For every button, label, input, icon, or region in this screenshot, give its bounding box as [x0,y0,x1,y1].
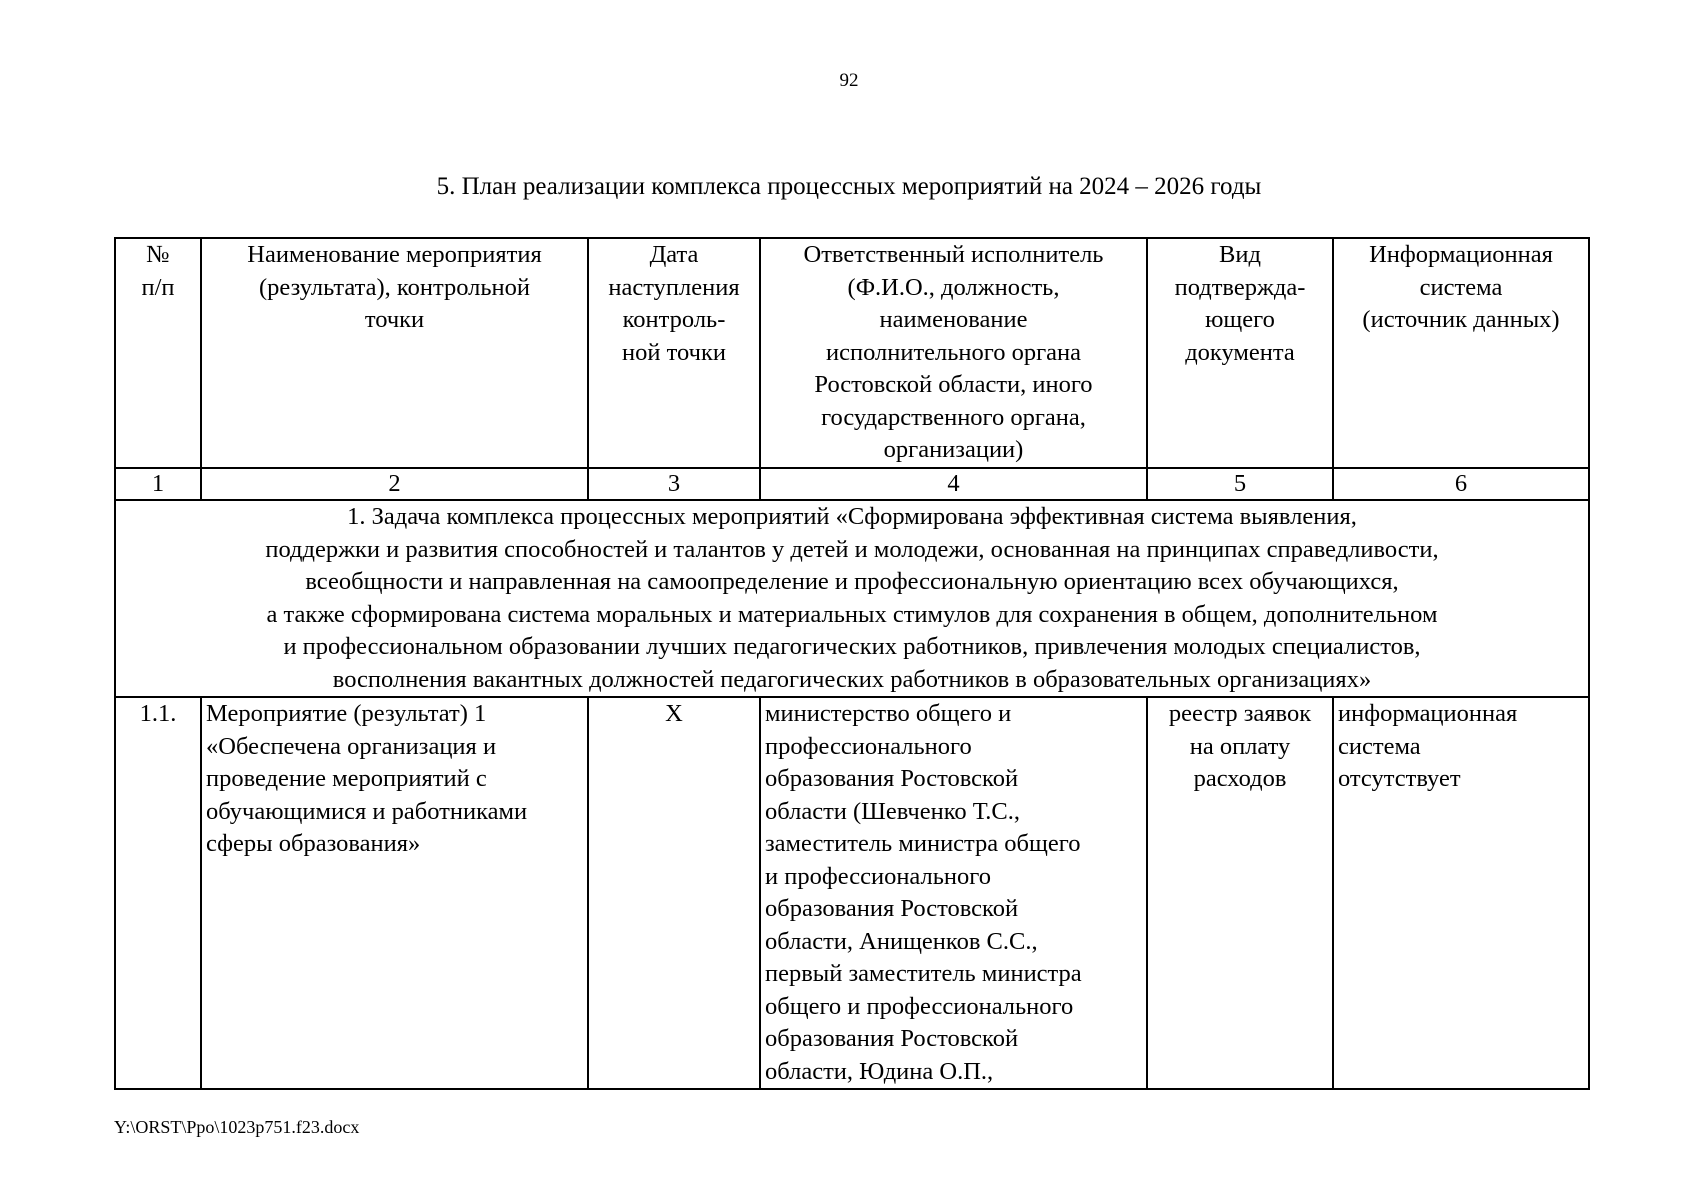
column-number-row [115,468,1589,500]
task-row [115,500,1589,697]
column-number: 2 [201,468,588,500]
header-line: Наименование мероприятия [247,241,542,268]
header-line: ющего [1205,306,1275,333]
row-control-date: X [588,697,760,1089]
plan-table [114,237,1590,1090]
responsible-line: области, Анищенков С.С., [765,927,1038,955]
responsible-line: области (Шевченко Т.С., [765,797,1020,825]
column-number: 3 [588,468,760,500]
header-line: Вид [1219,241,1261,268]
header-line: № [146,241,170,268]
file-path-footer: Y:\ORST\Ppo\1023p751.f23.docx [114,1117,360,1137]
header-line: подтвержда- [1174,273,1306,301]
event-name-line: Мероприятие (результат) 1 [206,700,487,727]
header-line: организации) [883,436,1024,463]
header-line: наименование [879,306,1028,333]
header-cell-document-type [1147,238,1333,468]
event-name-line: сферы образования» [206,830,421,857]
column-number: 1 [115,468,201,500]
responsible-line: заместитель министра общего [765,830,1081,857]
header-line: (источник данных) [1362,306,1560,333]
table-header-row [115,238,1589,468]
header-line: Ростовской области, иного [814,371,1093,398]
header-line: контроль- [622,306,726,333]
header-cell-number [115,238,201,468]
responsible-line: общего и профессионального [765,992,1074,1020]
row-event-name [201,697,588,1089]
header-line: (Ф.И.О., должность, [847,273,1060,301]
responsible-line: области, Юдина О.П., [765,1057,994,1085]
info-system-line: система [1338,732,1421,760]
info-system-line: информационная [1338,700,1518,727]
header-line: документа [1185,338,1295,366]
task-line: а также сформирована система моральных и материальных стимулов для сохранения в общем, дополнительном [266,600,1438,628]
responsible-line: образования Ростовской [765,1025,1019,1052]
header-line: Информационная [1369,241,1553,268]
task-line: 1. Задача комплекса процессных мероприятий «Сформирована эффективная система выявления, [347,503,1357,530]
info-system-line: отсутствует [1338,765,1461,792]
responsible-line: образования Ростовской [765,895,1019,922]
header-line: ной точки [622,338,726,366]
row-document-type [1147,697,1333,1089]
task-line: восполнения вакантных должностей педагогических работников в образовательных организациях» [332,665,1372,693]
event-name-line: «Обеспечена организация и [206,732,497,760]
header-line: исполнительного органа [825,338,1082,366]
task-line: поддержки и развития способностей и талантов у детей и молодежи, основанная на принципах справедливости, [265,535,1439,563]
header-cell-date [588,238,760,468]
header-line: система [1419,273,1503,301]
row-number: 1.1. [115,697,201,1089]
event-name-line: проведение мероприятий с [206,765,487,792]
document-type-line: расходов [1193,765,1287,792]
header-line: п/п [141,273,175,301]
event-name-line: обучающимися и работниками [206,797,528,825]
header-cell-responsible [760,238,1147,468]
header-line: точки [364,306,425,333]
responsible-line: профессионального [765,732,972,760]
row-info-system [1333,697,1589,1089]
row-responsible [760,697,1147,1089]
header-cell-info-system [1333,238,1589,468]
column-number: 4 [760,468,1147,500]
page-number: 92 [839,70,859,91]
responsible-line: первый заместитель министра [765,960,1082,987]
responsible-line: и профессионального [765,862,991,890]
header-cell-name [201,238,588,468]
task-line: всеобщности и направленная на самоопределение и профессиональную ориентацию всех обучающихся, [305,568,1399,595]
header-line: Дата [649,241,699,268]
responsible-line: министерство общего и [765,700,1012,727]
header-line: Ответственный исполнитель [803,241,1104,268]
header-line: (результата), контрольной [259,273,530,301]
task-cell [115,500,1589,697]
responsible-line: образования Ростовской [765,765,1019,792]
document-type-line: реестр заявок [1168,700,1312,727]
task-line: и профессиональном образовании лучших педагогических работников, привлечения молодых специалистов, [283,633,1421,660]
page-title: 5. План реализации комплекса процессных мероприятий на 2024 – 2026 годы [436,173,1262,200]
header-line: наступления [608,273,740,301]
column-number: 6 [1333,468,1589,500]
table-row [115,697,1589,1089]
document-type-line: на оплату [1189,732,1291,760]
header-line: государственного органа, [821,403,1086,431]
column-number: 5 [1147,468,1333,500]
